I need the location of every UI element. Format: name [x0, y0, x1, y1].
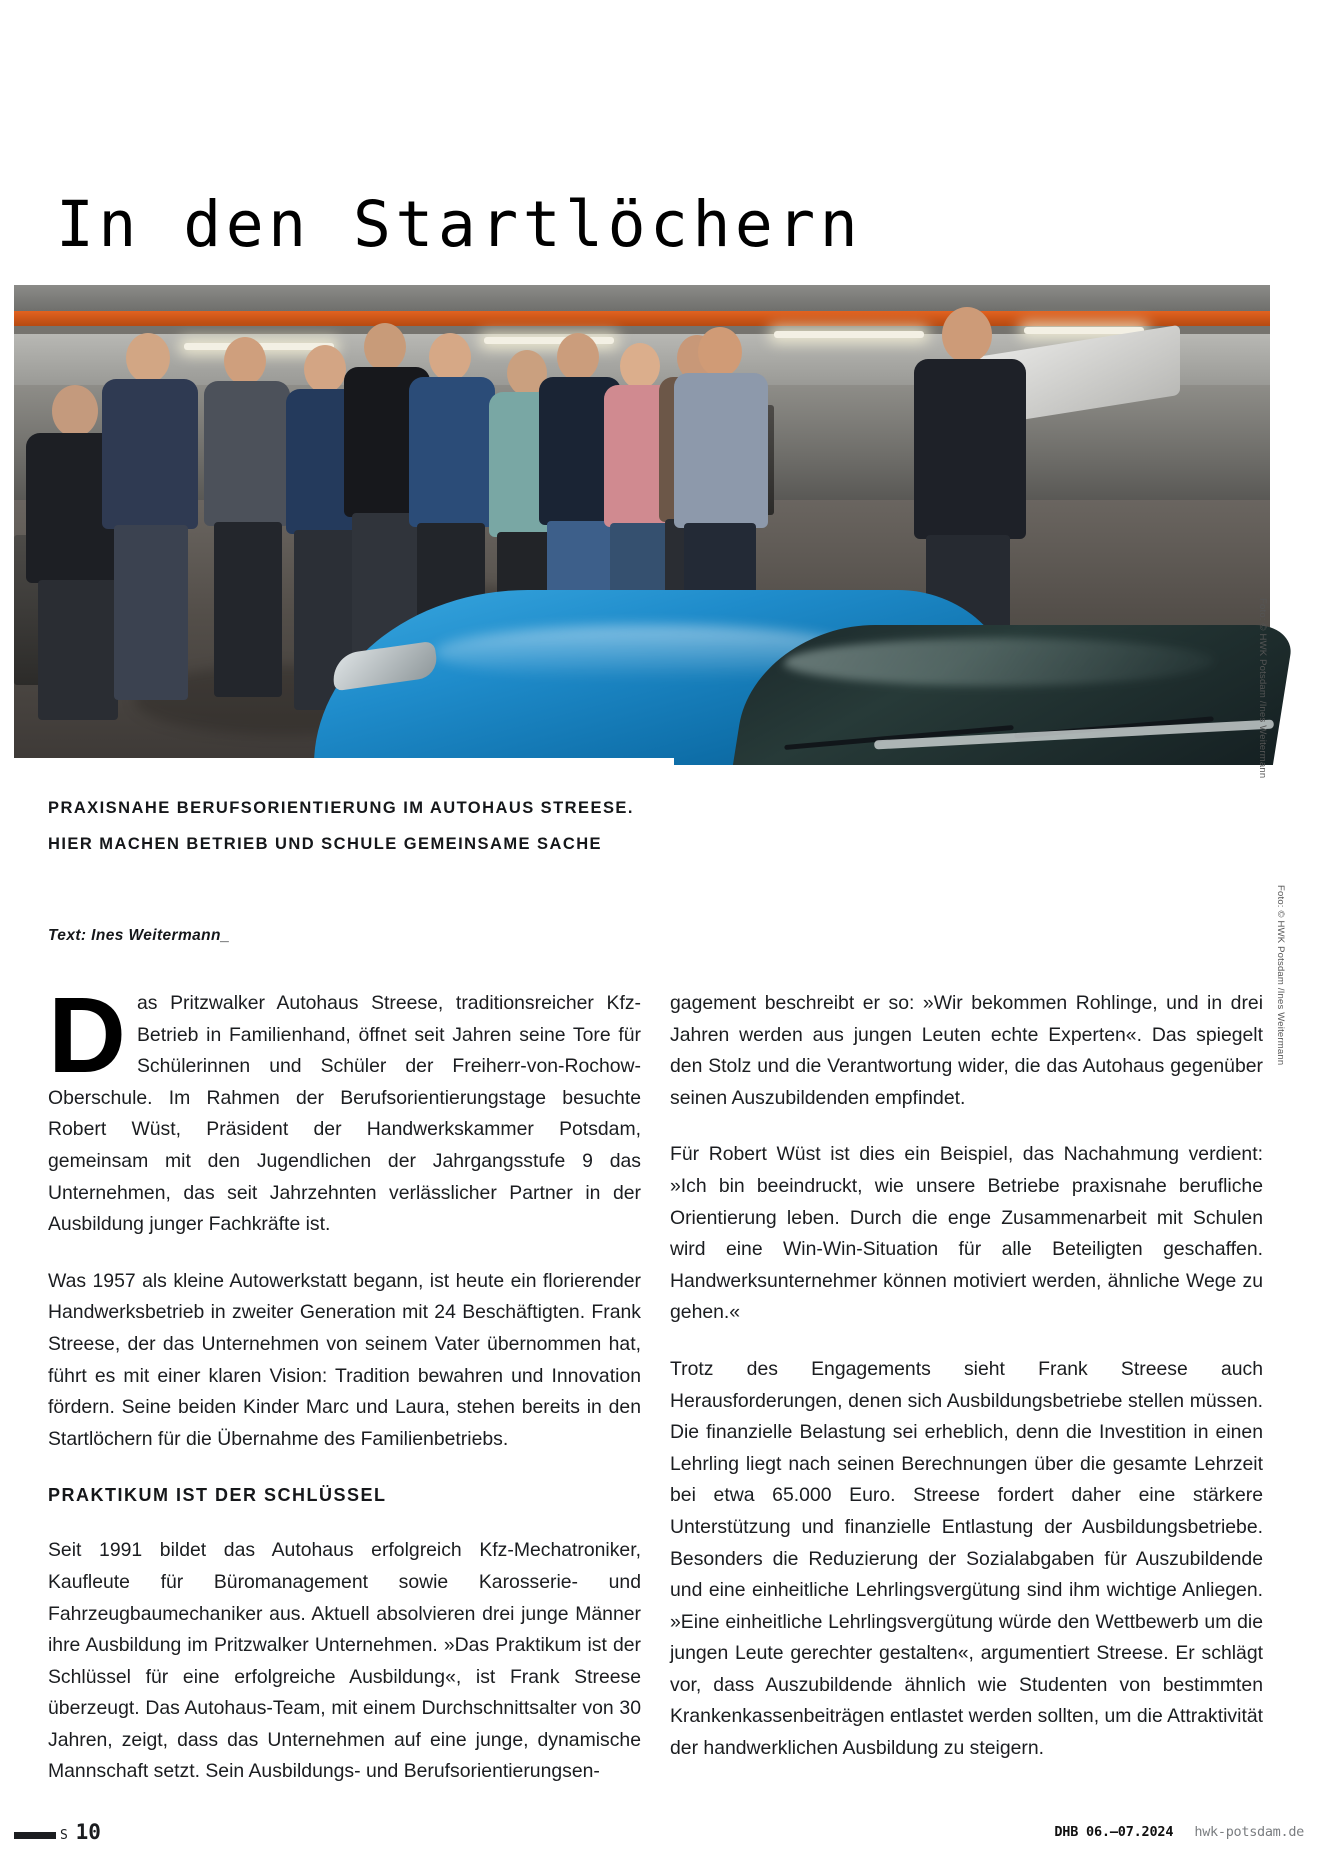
- person-torso: [204, 381, 290, 526]
- person-head: [557, 333, 599, 381]
- photo-credit: Foto: © HWK Potsdam /Ines Weitermann: [1275, 885, 1286, 1066]
- photo-scene: [14, 285, 1270, 758]
- person-head: [52, 385, 98, 437]
- page-title: In den Startlöchern: [56, 188, 863, 261]
- ceiling-lamp: [774, 331, 924, 338]
- paragraph-praktikum: Seit 1991 bildet das Autohaus erfolgreich Kfz-Mechatroniker, Kaufleute für Büromanagement sowie Karosserie- und Fahrzeugbaumechaniker aus. Aktuell absolvieren drei junge Männer ihre Ausbildung im Pritzwalker Unternehmen. »Das Praktikum ist der Schlüssel für eine erfolgreiche Ausbildung«, ist Frank Streese überzeugt. Das Autohaus-Team, mit einem Durchschnittsalter von 30 Jahren, zeigt, dass das Unternehmen auf eine junge, dynamische Mannschaft setzt. Sein Ausbildungs- und Berufsorientierungsen-: [48, 1539, 641, 1783]
- footer-page-number: 10: [75, 1820, 101, 1844]
- caption-line-1: PRAXISNAHE BERUFSORIENTIERUNG IM AUTOHAUS STREESE.: [48, 799, 634, 817]
- paragraph-wuest-quote: Für Robert Wüst ist dies ein Beispiel, das Nachahmung verdient: »Ich bin beeindruckt, wie unsere Betriebe praxisnahe berufliche Orientierung leben. Durch die enge Zusammenarbeit mit Schulen wird eine Win-Win-Situation für alle Beteiligten geschaffen. Handwerksunternehmer können motiviert werden, ähnliche Wege zu gehen.«: [670, 1143, 1263, 1324]
- person-legs: [114, 525, 188, 700]
- byline: Text: Ines Weitermann_: [48, 927, 230, 944]
- paragraph-history: Was 1957 als kleine Autowerkstatt begann, ist heute ein florierender Handwerksbetrieb in zweiter Generation mit 24 Beschäftigten. Frank Streese, der das Unternehmen von seinem Vater übernommen hat, führt es mit einer klaren Vision: Tradition bewahren und Innovation fördern. Seine beiden Kinder Marc und Laura, stehen bereits in den Startlöchern für die Übernahme des Familienbetriebs.: [48, 1269, 641, 1450]
- person-head: [304, 345, 346, 393]
- person-torso: [914, 359, 1026, 539]
- person-legs: [214, 522, 282, 697]
- blue-car: [314, 530, 1274, 760]
- person-head: [698, 327, 742, 377]
- caption-line-2: HIER MACHEN BETRIEB UND SCHULE GEMEINSAME SACHE: [48, 835, 603, 853]
- person-head: [942, 307, 992, 363]
- article-column-right: [670, 988, 1263, 1765]
- person-head: [126, 333, 170, 383]
- paragraph-intro: [48, 974, 641, 1241]
- photo-credit-visible: Foto: © HWK Potsdam /Ines Weitermann: [1257, 598, 1268, 779]
- article-column-left: [48, 974, 641, 1788]
- footer-issue: DHB 06.–07.2024: [1054, 1824, 1174, 1840]
- drop-cap: D: [48, 974, 126, 1095]
- ceiling-beam: [14, 285, 1270, 311]
- person-torso: [102, 379, 198, 529]
- orange-rack-beam: [14, 311, 1270, 326]
- footer-page-prefix: S: [60, 1828, 68, 1843]
- person-head: [429, 333, 471, 381]
- footer-meta: [1054, 1824, 1304, 1840]
- person-head: [364, 323, 406, 371]
- paragraph-intro-text: as Pritzwalker Autohaus Streese, traditionsreicher Kfz-Betrieb in Familienhand, öffnet seit Jahren seine Tore für Schülerinnen und Schüler der Freiherr-von-Rochow-Oberschule. Im Rahmen der Berufsorientierungstage besuchte Robert Wüst, Präsident der Handwerkskammer Potsdam, gemeinsam mit den Jugendlichen der Jahrgangsstufe 9 das Unternehmen, das seit Jahrzehnten verlässlicher Partner in der Ausbildung junger Fachkräfte ist.: [48, 992, 641, 1236]
- photo-caption: [48, 790, 748, 862]
- paragraph-challenges: Trotz des Engagements sieht Frank Streese auch Herausforderungen, denen sich Ausbildungsbetriebe stellen müssen. Die finanzielle Belastung sei erheblich, denn die Investition in einen Lehrling liegt nach seinen Berechnungen über die gesamte Lehrzeit bei etwa 65.000 Euro. Streese fordert daher eine stärkere Unterstützung und finanzielle Entlastung der Ausbildungsbetriebe. Besonders die Reduzierung der Sozialabgaben für Auszubildende und eine einheitliche Lehrlingsvergütung sind ihm wichtige Anliegen. »Eine einheitliche Lehrlingsvergütung würde den Wettbewerb um die jungen Leute gerechter gestalten«, argumentiert Streese. Er schlägt vor, dass Auszubildende ähnlich wie Studenten von bestimmten Krankenkassenbeiträgen entlastet werden sollten, um die Attraktivität der handwerklichen Ausbildung zu steigern.: [670, 1357, 1263, 1760]
- paragraph-engagement: gagement beschreibt er so: »Wir bekommen Rohlinge, und in drei Jahren werden aus jungen Leuten echte Experten«. Das spiegelt den Stolz und die Verantwortung wider, die das Autohaus gegenüber seinen Auszubildenden empfindet.: [670, 992, 1263, 1109]
- section-subheading: PRAKTIKUM IST DER SCHLÜSSEL: [48, 1485, 387, 1506]
- person-head: [224, 337, 266, 385]
- person: [204, 337, 294, 712]
- footer-website[interactable]: hwk-potsdam.de: [1194, 1824, 1304, 1840]
- person: [102, 333, 202, 713]
- person-torso: [409, 377, 495, 527]
- person-torso: [674, 373, 768, 528]
- footer-rule: [14, 1832, 56, 1839]
- person-head: [620, 343, 660, 389]
- footer-page: [60, 1820, 101, 1844]
